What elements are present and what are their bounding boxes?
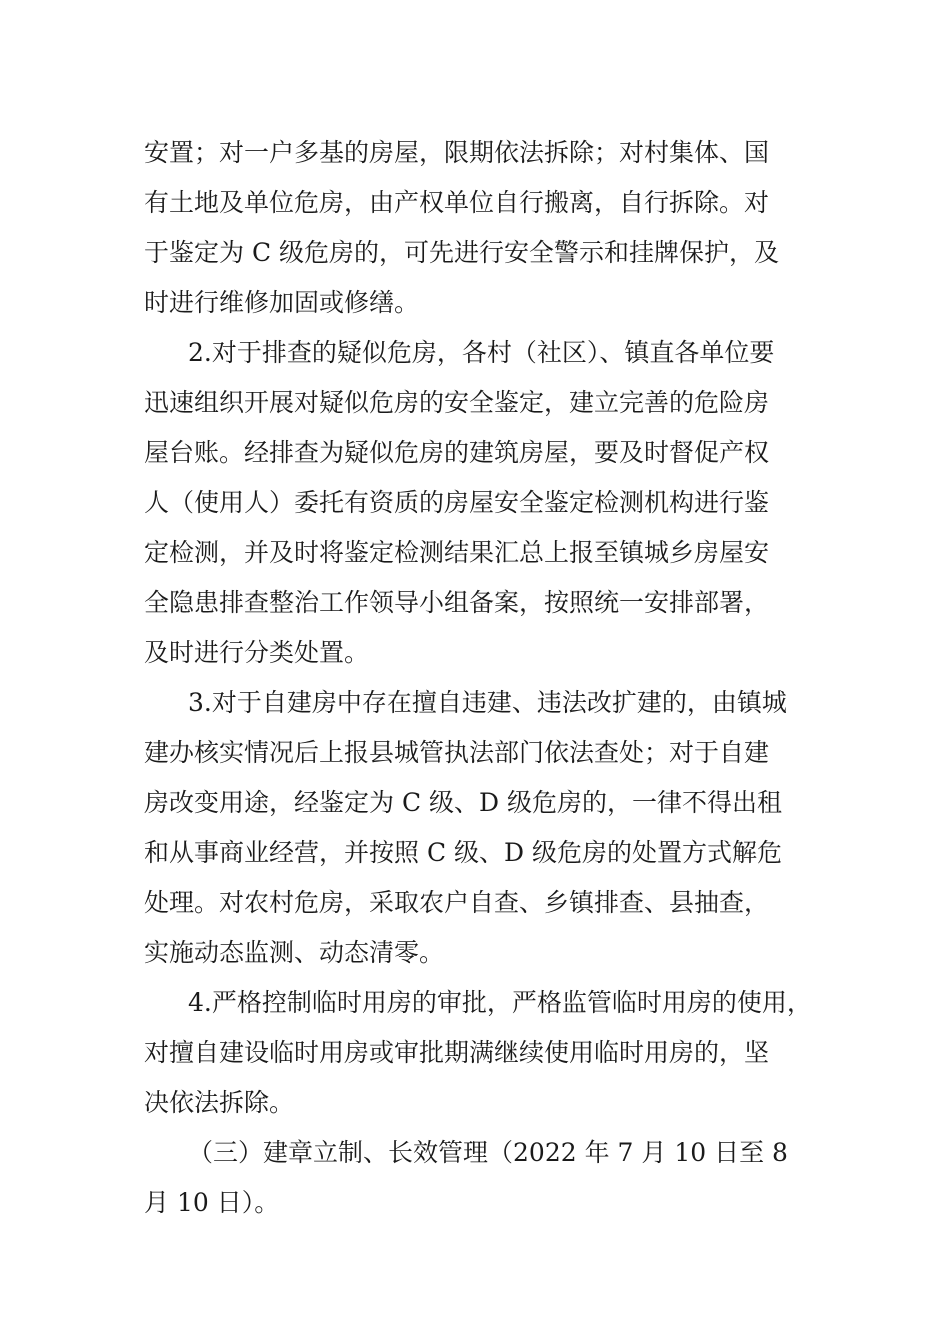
text-line: 及时进行分类处置。 — [144, 638, 370, 667]
section-heading: （三）建章立制、长效管理（2022 年 7 月 10 日至 8 — [188, 1138, 788, 1167]
text-line: 时进行维修加固或修缮。 — [144, 288, 420, 317]
text-line: 对擅自建设临时用房或审批期满继续使用临时用房的，坚 — [144, 1038, 770, 1067]
text-line: 和从事商业经营，并按照 C 级、D 级危房的处置方式解危 — [144, 838, 783, 867]
text-line: 实施动态监测、动态清零。 — [144, 938, 445, 967]
text-line: 房改变用途，经鉴定为 C 级、D 级危房的，一律不得出租 — [144, 788, 783, 817]
paragraph-3-start: 3.对于自建房中存在擅自违建、违法改扩建的，由镇城 — [188, 688, 787, 717]
text-line: 于鉴定为 C 级危房的，可先进行安全警示和挂牌保护，及 — [144, 238, 780, 267]
text-line: 定检测，并及时将鉴定检测结果汇总上报至镇城乡房屋安 — [144, 538, 770, 567]
text-line: 全隐患排查整治工作领导小组备案，按照统一安排部署， — [144, 588, 770, 617]
text-line: 月 10 日）。 — [144, 1188, 280, 1217]
text-line: 有土地及单位危房，由产权单位自行搬离，自行拆除。对 — [144, 188, 770, 217]
paragraph-4-start: 4.严格控制临时用房的审批，严格监管临时用房的使用， — [188, 988, 812, 1017]
text-line: 屋台账。经排查为疑似危房的建筑房屋，要及时督促产权 — [144, 438, 770, 467]
text-line: 建办核实情况后上报县城管执法部门依法查处；对于自建 — [144, 738, 770, 767]
text-line: 决依法拆除。 — [144, 1088, 295, 1117]
paragraph-2-start: 2.对于排查的疑似危房，各村（社区）、镇直各单位要 — [188, 338, 775, 367]
text-line: 安置；对一户多基的房屋，限期依法拆除；对村集体、国 — [144, 138, 770, 167]
document-body — [144, 128, 814, 1228]
text-line: 处理。对农村危房，采取农户自查、乡镇排查、县抽查， — [144, 888, 770, 917]
text-line: 迅速组织开展对疑似危房的安全鉴定，建立完善的危险房 — [144, 388, 770, 417]
text-line: 人（使用人）委托有资质的房屋安全鉴定检测机构进行鉴 — [144, 488, 770, 517]
